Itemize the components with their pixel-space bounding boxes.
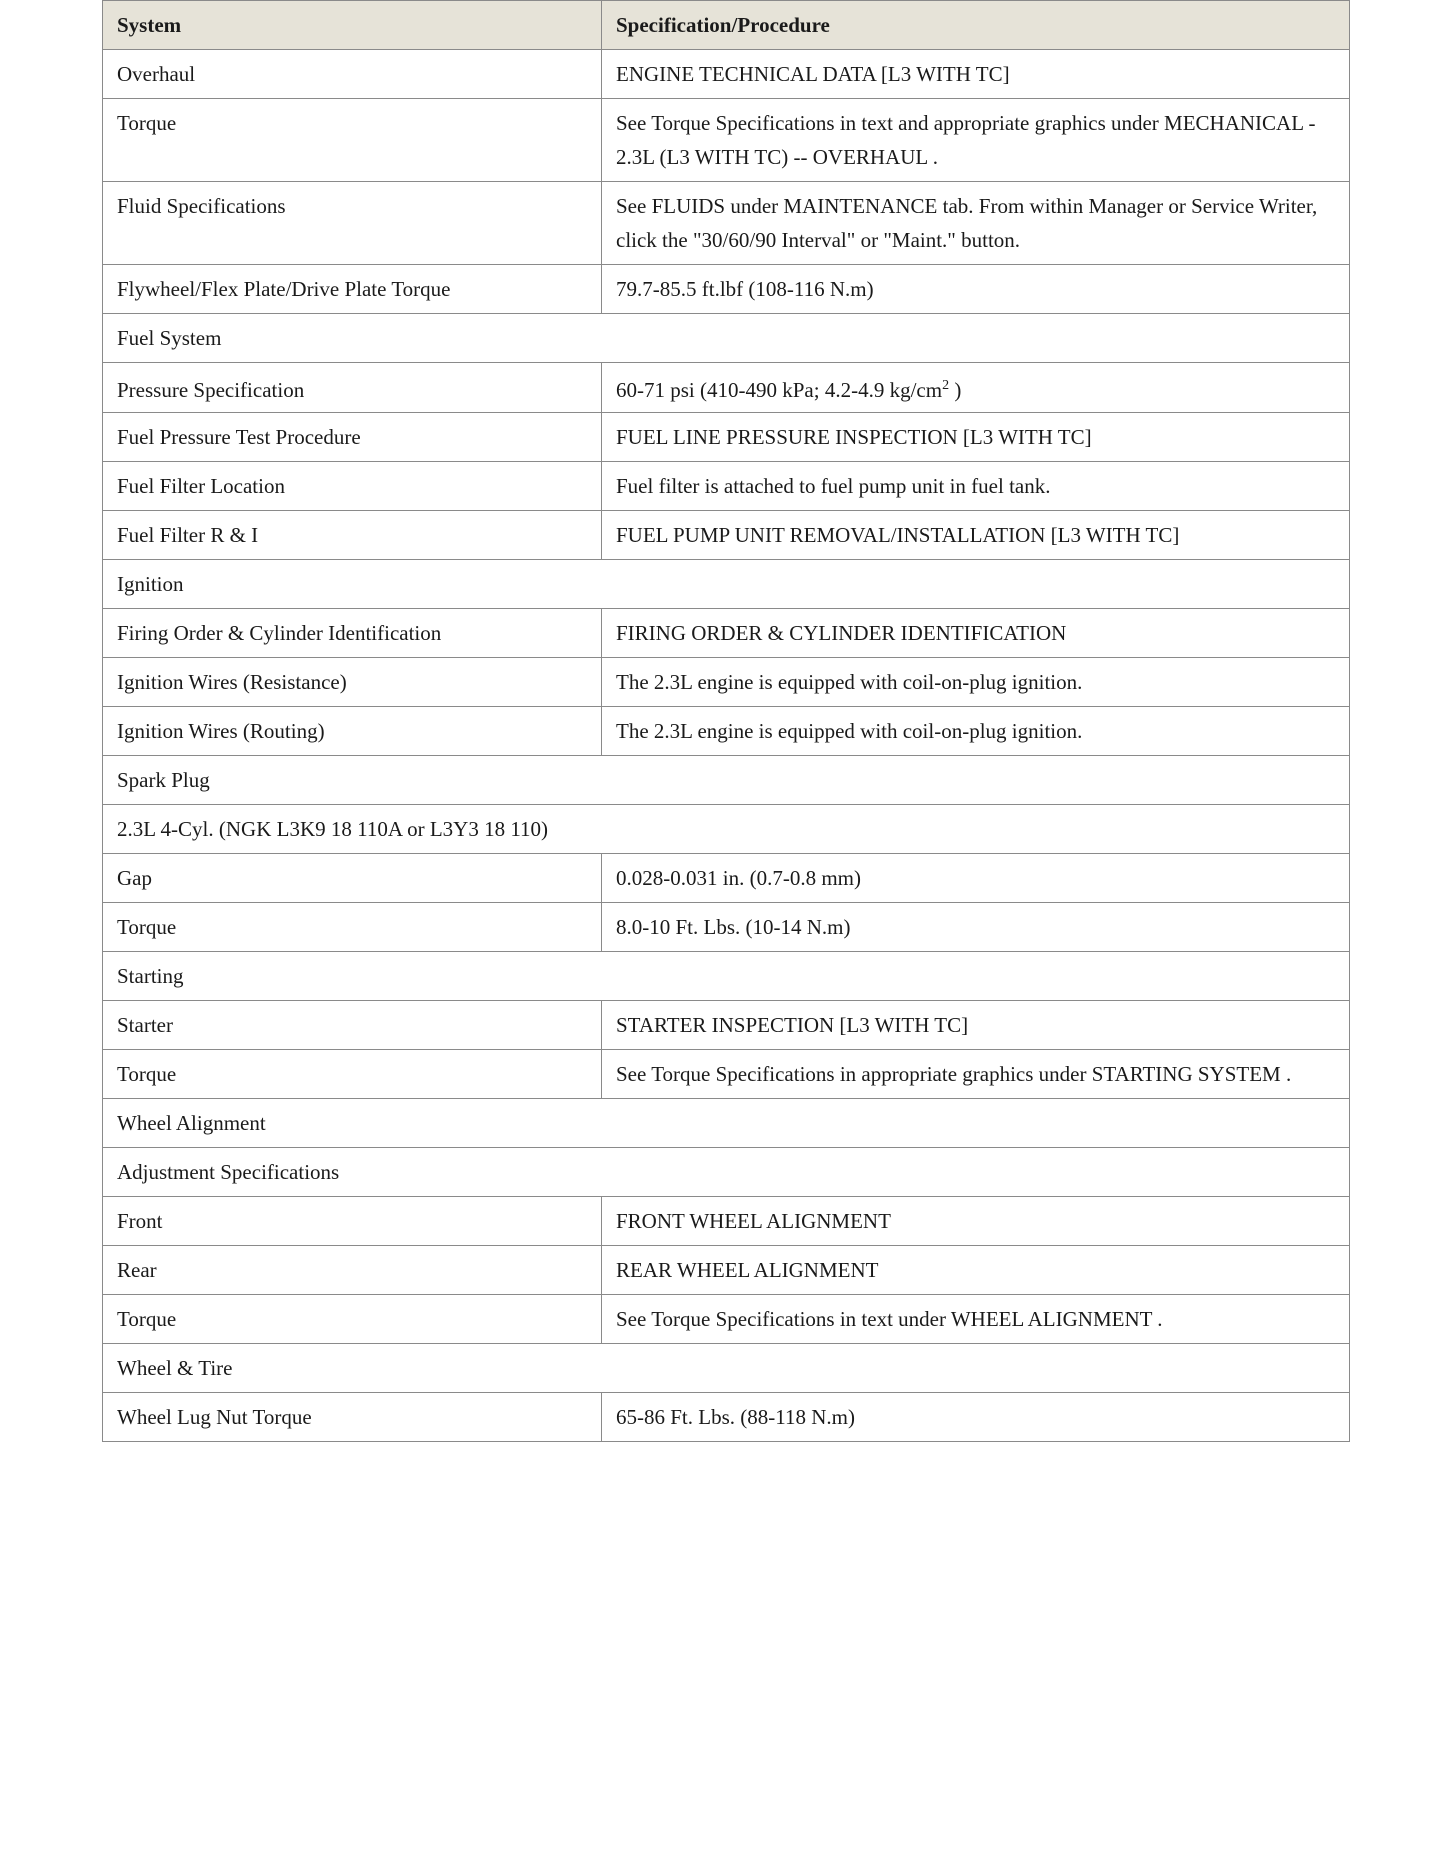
table-row xyxy=(103,854,1350,903)
system-cell: Torque xyxy=(103,99,602,182)
system-cell: Pressure Specification xyxy=(103,363,602,413)
system-cell: Flywheel/Flex Plate/Drive Plate Torque xyxy=(103,265,602,314)
table-row xyxy=(103,413,1350,462)
specification-cell: 8.0-10 Ft. Lbs. (10-14 N.m) xyxy=(602,903,1350,952)
section-label: Starting xyxy=(103,952,1350,1001)
section-row xyxy=(103,805,1350,854)
specification-cell: FUEL LINE PRESSURE INSPECTION [L3 WITH TC] xyxy=(602,413,1350,462)
table-row xyxy=(103,1295,1350,1344)
section-label: Ignition xyxy=(103,560,1350,609)
table-header-row xyxy=(103,1,1350,50)
system-cell: Fuel Filter R & I xyxy=(103,511,602,560)
specification-cell: FIRING ORDER & CYLINDER IDENTIFICATION xyxy=(602,609,1350,658)
table-row xyxy=(103,1246,1350,1295)
spec-table-body xyxy=(103,50,1350,1442)
system-cell: Fuel Pressure Test Procedure xyxy=(103,413,602,462)
specification-cell xyxy=(602,363,1350,413)
table-row xyxy=(103,1197,1350,1246)
specification-cell: FUEL PUMP UNIT REMOVAL/INSTALLATION [L3 WITH TC] xyxy=(602,511,1350,560)
table-row xyxy=(103,1393,1350,1442)
table-row xyxy=(103,609,1350,658)
header-specification: Specification/Procedure xyxy=(602,1,1350,50)
system-cell: Starter xyxy=(103,1001,602,1050)
specification-cell: See Torque Specifications in appropriate graphics under STARTING SYSTEM . xyxy=(602,1050,1350,1099)
specification-cell: REAR WHEEL ALIGNMENT xyxy=(602,1246,1350,1295)
spec-text-suffix: ) xyxy=(949,378,962,402)
system-cell: Rear xyxy=(103,1246,602,1295)
system-cell: Fluid Specifications xyxy=(103,182,602,265)
section-label: Wheel Alignment xyxy=(103,1099,1350,1148)
section-label: Spark Plug xyxy=(103,756,1350,805)
section-row xyxy=(103,314,1350,363)
system-cell: Gap xyxy=(103,854,602,903)
system-cell: Overhaul xyxy=(103,50,602,99)
system-cell: Fuel Filter Location xyxy=(103,462,602,511)
table-row xyxy=(103,658,1350,707)
system-cell: Ignition Wires (Resistance) xyxy=(103,658,602,707)
section-label: Adjustment Specifications xyxy=(103,1148,1350,1197)
section-row xyxy=(103,952,1350,1001)
table-row xyxy=(103,707,1350,756)
spec-table xyxy=(102,0,1350,1442)
table-row xyxy=(103,50,1350,99)
section-row xyxy=(103,1148,1350,1197)
section-row xyxy=(103,756,1350,805)
specification-cell: See FLUIDS under MAINTENANCE tab. From within Manager or Service Writer, click the "30/60/90 Interval" or "Maint." button. xyxy=(602,182,1350,265)
specification-cell: 79.7-85.5 ft.lbf (108-116 N.m) xyxy=(602,265,1350,314)
system-cell: Firing Order & Cylinder Identification xyxy=(103,609,602,658)
specification-cell: The 2.3L engine is equipped with coil-on-plug ignition. xyxy=(602,707,1350,756)
specification-cell: 65-86 Ft. Lbs. (88-118 N.m) xyxy=(602,1393,1350,1442)
section-row xyxy=(103,560,1350,609)
specification-cell: STARTER INSPECTION [L3 WITH TC] xyxy=(602,1001,1350,1050)
specification-cell: The 2.3L engine is equipped with coil-on-plug ignition. xyxy=(602,658,1350,707)
system-cell: Front xyxy=(103,1197,602,1246)
specification-cell: 0.028-0.031 in. (0.7-0.8 mm) xyxy=(602,854,1350,903)
section-row xyxy=(103,1344,1350,1393)
system-cell: Torque xyxy=(103,903,602,952)
spec-text: 60-71 psi (410-490 kPa; 4.2-4.9 kg/cm xyxy=(616,378,943,402)
table-row xyxy=(103,511,1350,560)
table-row xyxy=(103,1050,1350,1099)
specification-cell: See Torque Specifications in text and appropriate graphics under MECHANICAL - 2.3L (L3 WITH TC) -- OVERHAUL . xyxy=(602,99,1350,182)
section-row xyxy=(103,1099,1350,1148)
table-row xyxy=(103,99,1350,182)
table-row xyxy=(103,265,1350,314)
table-row xyxy=(103,1001,1350,1050)
table-row xyxy=(103,462,1350,511)
section-label: 2.3L 4-Cyl. (NGK L3K9 18 110A or L3Y3 18 110) xyxy=(103,805,1350,854)
superscript: 2 xyxy=(942,378,950,393)
specification-cell: See Torque Specifications in text under WHEEL ALIGNMENT . xyxy=(602,1295,1350,1344)
table-row xyxy=(103,182,1350,265)
section-label: Fuel System xyxy=(103,314,1350,363)
section-label: Wheel & Tire xyxy=(103,1344,1350,1393)
specification-cell: ENGINE TECHNICAL DATA [L3 WITH TC] xyxy=(602,50,1350,99)
system-cell: Torque xyxy=(103,1295,602,1344)
specification-cell: Fuel filter is attached to fuel pump unit in fuel tank. xyxy=(602,462,1350,511)
header-system: System xyxy=(103,1,602,50)
system-cell: Wheel Lug Nut Torque xyxy=(103,1393,602,1442)
system-cell: Ignition Wires (Routing) xyxy=(103,707,602,756)
table-row xyxy=(103,903,1350,952)
table-row xyxy=(103,363,1350,413)
system-cell: Torque xyxy=(103,1050,602,1099)
specification-cell: FRONT WHEEL ALIGNMENT xyxy=(602,1197,1350,1246)
